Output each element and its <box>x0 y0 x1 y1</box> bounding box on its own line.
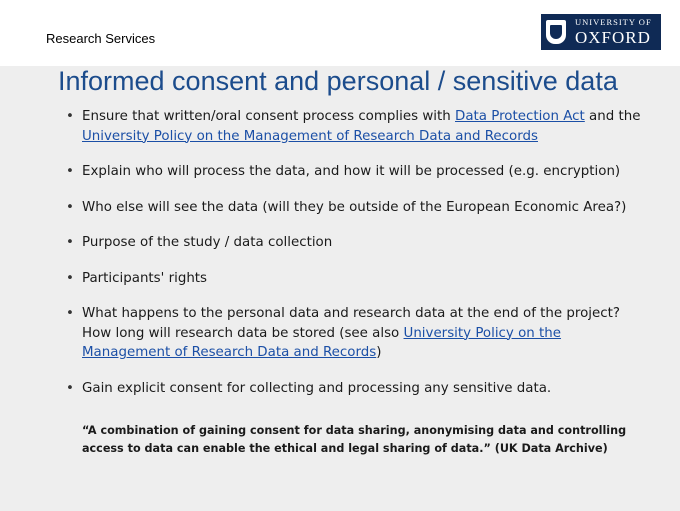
bullet-text: Gain explicit consent for collecting and processing any sensitive data. <box>82 380 552 396</box>
bullet-item <box>66 304 646 363</box>
logo-line-2: OXFORD <box>575 28 651 48</box>
research-data-policy-link-2[interactable]: University Policy on the Management of Research Data and Records <box>82 325 562 360</box>
slide-title: Informed consent and personal / sensitive data <box>58 66 618 96</box>
bullet-item <box>66 162 646 182</box>
slide-header <box>0 0 680 66</box>
oxford-logo <box>541 14 661 50</box>
bullet-item <box>66 107 646 146</box>
bullet-item <box>66 233 646 253</box>
bullet-list <box>66 107 646 398</box>
bullet-item <box>66 198 646 218</box>
brand-label: Research Services <box>46 31 156 46</box>
crest-icon <box>546 20 566 44</box>
bullet-text: Participants' rights <box>82 270 208 286</box>
uk-data-archive-quote: “A combination of gaining consent for data sharing, anonymising data and controlling access to data can enable the ethical and legal sharing of data.” (UK Data Archive) <box>82 424 627 455</box>
bullet-text: Explain who will process the data, and how it will be processed (e.g. encryption) <box>82 164 621 179</box>
research-data-policy-link[interactable]: University Policy on the Management of Research Data and Records <box>82 128 538 144</box>
bullet-text: Purpose of the study / data collection <box>82 235 333 250</box>
bullet-item <box>66 379 646 399</box>
bullet-text: ) <box>376 345 382 360</box>
data-protection-act-link[interactable]: Data Protection Act <box>455 109 585 124</box>
bullet-item <box>66 269 646 289</box>
bullet-text: What happens to the personal data and research data at the end of the project? How long will research data be stored (see also <box>82 306 620 341</box>
bullet-text: and the <box>584 109 641 124</box>
logo-line-1: UNIVERSITY OF <box>575 16 652 27</box>
bullet-text: Ensure that written/oral consent process complies with <box>82 109 456 124</box>
bullet-text: Who else will see the data (will they be outside of the European Economic Area?) <box>82 199 627 215</box>
